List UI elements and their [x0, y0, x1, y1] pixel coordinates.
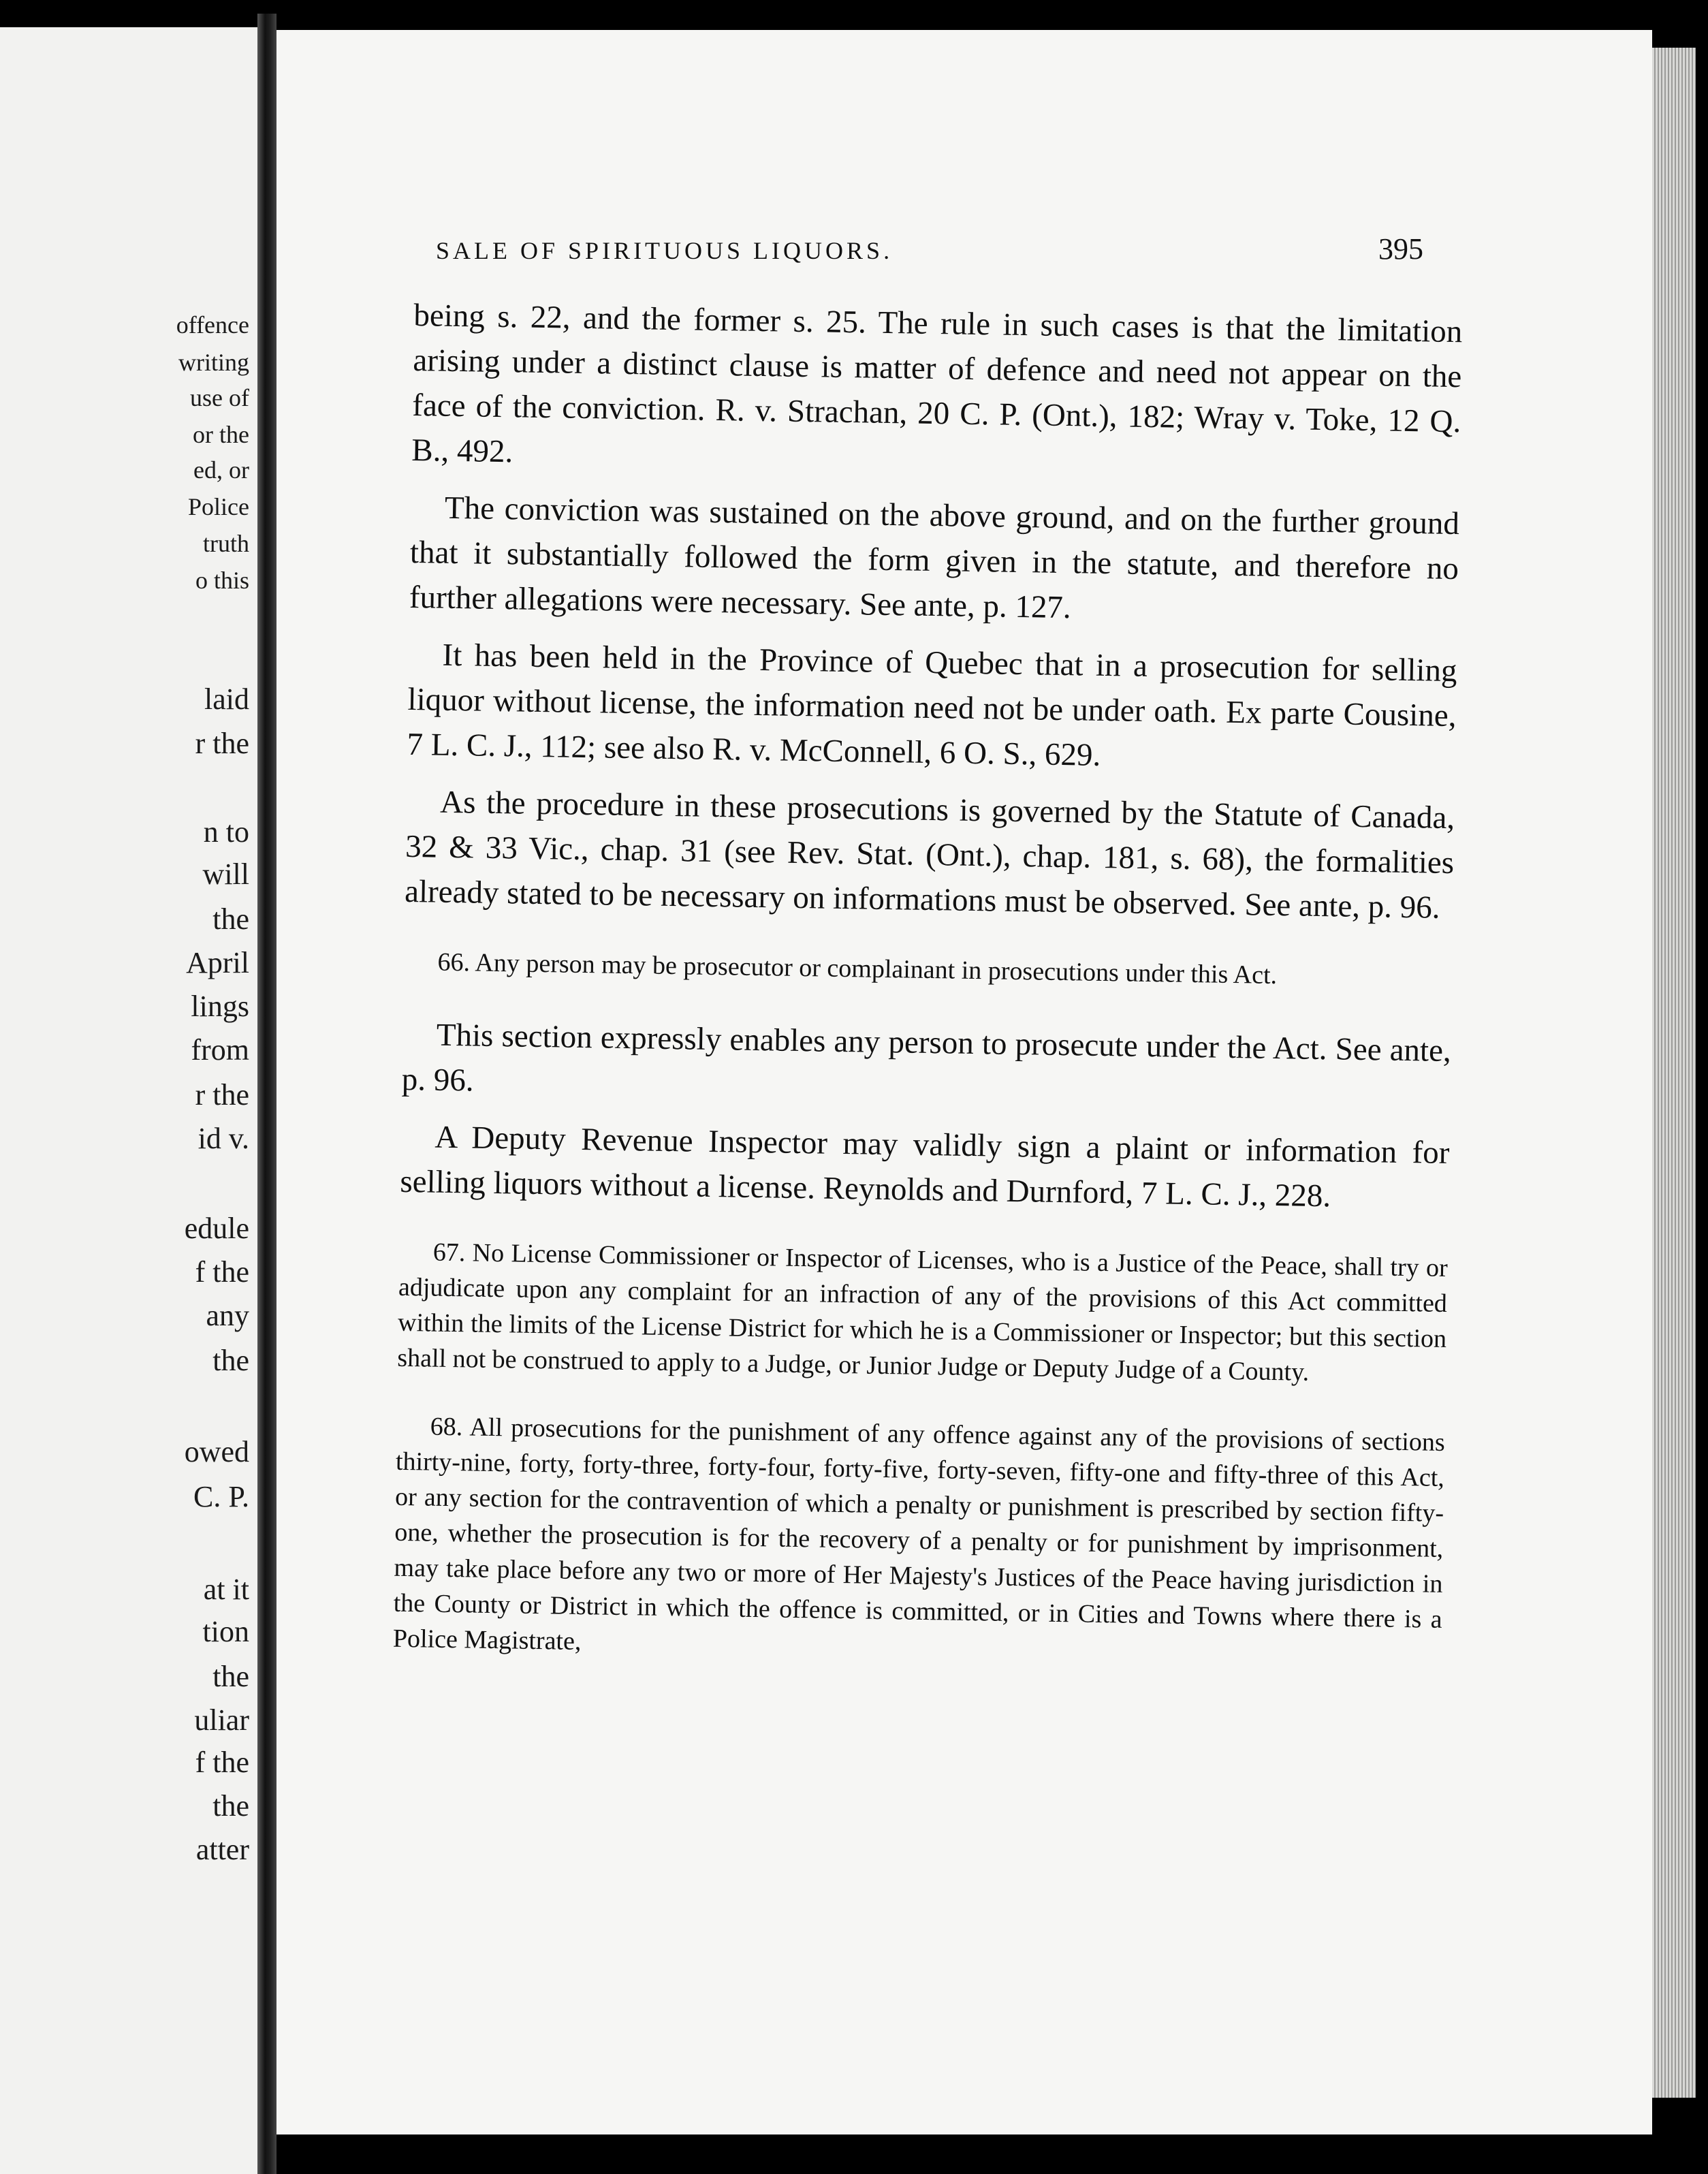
left-page: [0, 27, 257, 2174]
left-page-fragment: April: [186, 946, 249, 979]
left-page-fragment: any: [206, 1299, 249, 1332]
commentary-paragraph: It has been held in the Province of Quebec that in a prosecution for selling liquor without license, the information need not be under oath. Ex parte Cousine, 7 L. C. J., 112; see also R. v. McConnell, 6 O. S., 629.: [407, 637, 1457, 773]
running-head: [436, 232, 1423, 266]
running-head-title: SALE OF SPIRITUOUS LIQUORS.: [436, 237, 893, 264]
left-page-fragment: offence: [176, 311, 249, 338]
left-page-fragment: lings: [191, 990, 249, 1023]
left-page-fragment: r the: [195, 1078, 249, 1112]
left-page-fragment: writing: [178, 349, 249, 376]
statute-section: 67. No License Commissioner or Inspector of Licenses, who is a Justice of the Peace, shall try or adjudicate upon any complaint for an infraction of any of the provisions of this Act committed within the limits of the License District for which he is a Commissioner or Inspector; but this section shall not be construed to apply to a Judge, or Junior Judge or Deputy Judge of a County.: [397, 1238, 1449, 1387]
left-page-fragment: f the: [195, 1746, 249, 1779]
left-page-fragment: id v.: [197, 1122, 249, 1155]
statute-section: 66. Any person may be prosecutor or complainant in prosecutions under this Act.: [437, 947, 1278, 990]
book-gutter: [257, 14, 276, 2174]
left-page-fragment: or the: [193, 421, 249, 448]
commentary-paragraph: being s. 22, and the former s. 25. The rule in such cases is that the limitation arising under a distinct clause is matter of defence and need not appear on the face of the conviction. R. v. Strachan, 20 C. P. (Ont.), 182; Wray v. Toke, 12 Q. B., 492.: [411, 297, 1463, 470]
commentary-paragraph: This section expressly enables any person to prosecute under the Act. See ante, p. 96.: [401, 1017, 1452, 1099]
left-page-fragment: the: [212, 1344, 249, 1377]
left-page-fragment: the: [212, 1660, 249, 1693]
commentary-paragraph: The conviction was sustained on the above ground, and on the further ground that it substantially followed the form given in the statute, and therefore no further allegations were necessary. See ante, p. 127.: [409, 490, 1460, 626]
left-page-fragment: Police: [188, 493, 249, 520]
left-page-fragment: will: [202, 857, 249, 891]
page-edges: [1652, 48, 1696, 2098]
page-body: [392, 293, 1463, 1705]
page-number: 395: [1378, 232, 1423, 266]
left-page-fragment: the: [212, 1789, 249, 1823]
left-page-fragment: use of: [190, 384, 249, 411]
left-page-fragment: r the: [195, 727, 249, 760]
left-page-fragment: f the: [195, 1255, 249, 1289]
left-page-fragment: the: [212, 902, 249, 936]
commentary-paragraph: A Deputy Revenue Inspector may validly sign a plaint or information for selling liquors without a license. Reynolds and Durnford, 7 L. C. J., 228.: [400, 1119, 1450, 1214]
left-page-fragment: C. P.: [193, 1480, 249, 1513]
left-page-fragment: edule: [184, 1212, 249, 1245]
statute-section: 68. All prosecutions for the punishment of any offence against any of the provisions of sections thirty-nine, forty, forty-three, forty-four, forty-five, forty-seven, fifty-one and fifty-three of this Act, or any section for the contravention of which a penalty or punishment is prescribed by section fifty-one, whether the prosecution is for the recovery of a penalty or for punishment by imprisonment, may take place before any two or more of Her Majesty's Justices of the Peace having jurisdiction in the County or District in which the offence is committed, or in Cities and Towns where there is a Police Magistrate,: [392, 1412, 1446, 1656]
commentary-paragraph: As the procedure in these prosecutions is governed by the Statute of Canada, 32 & 33 Vic., chap. 31 (see Rev. Stat. (Ont.), chap. 181, s. 68), the formalities already stated to be necessary on informations must be observed. See ante, p. 96.: [404, 784, 1455, 926]
left-page-fragment: from: [191, 1033, 249, 1067]
left-page-fragment: tion: [202, 1615, 249, 1648]
left-page-fragment: owed: [184, 1435, 249, 1468]
left-page-fragment: uliar: [194, 1703, 249, 1737]
left-page-fragment: n to: [203, 815, 249, 849]
left-page-fragment: ed, or: [193, 456, 249, 484]
left-page-fragment: laid: [204, 682, 249, 716]
left-page-fragment: atter: [195, 1833, 249, 1866]
left-page-fragment: o this: [195, 567, 249, 594]
left-page-fragment: truth: [203, 530, 249, 557]
left-page-fragment: at it: [203, 1573, 249, 1606]
